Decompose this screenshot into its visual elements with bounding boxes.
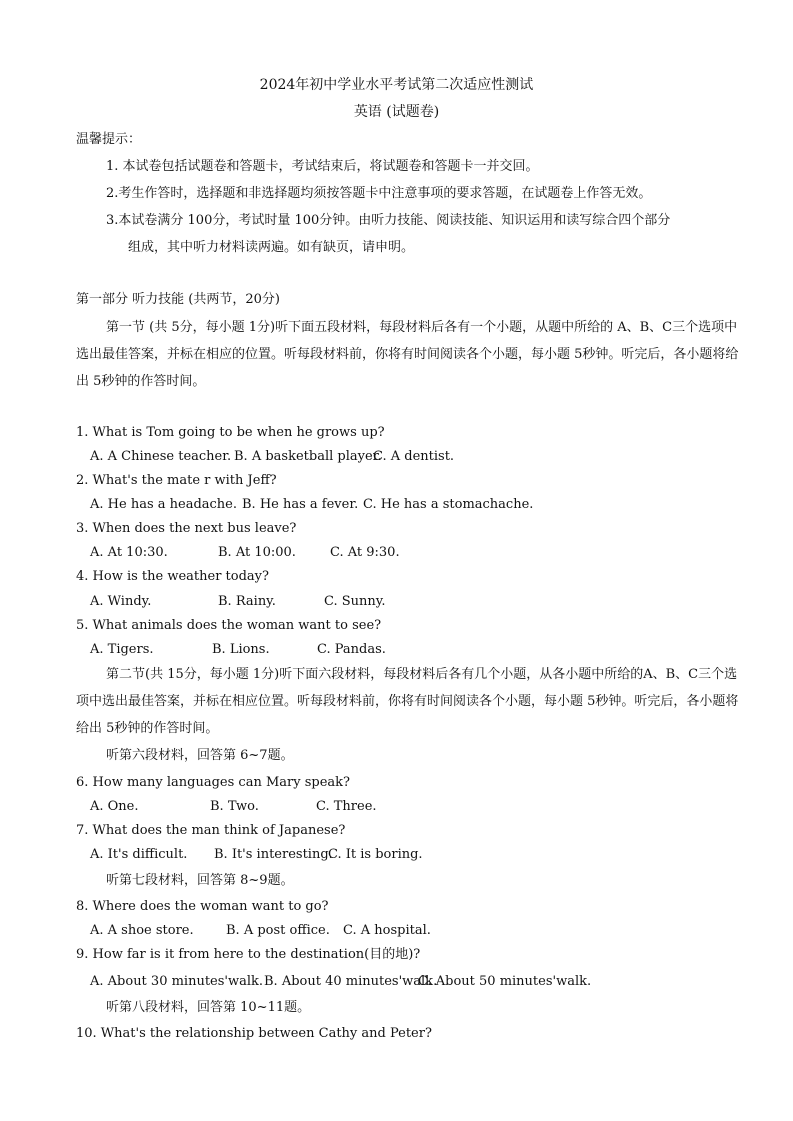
- tip-item: 1. 本试卷包括试题卷和答题卡，考试结束后，将试题卷和答题卡一并交回。: [106, 159, 539, 174]
- part-heading: 第一部分 听力技能 (共两节，20分): [76, 292, 280, 307]
- option-b: B. Two.: [210, 799, 259, 814]
- option-c: C. At 9:30.: [330, 545, 400, 560]
- listen-note: 听第六段材料，回答第 6~7题。: [106, 748, 294, 763]
- option-b: B. About 40 minutes'walk.: [264, 974, 438, 989]
- option-a: A. About 30 minutes'walk.: [90, 974, 264, 989]
- option-c: C. Pandas.: [317, 642, 386, 657]
- tip-item: 组成，其中听力材料读两遍。如有缺页，请申明。: [128, 240, 415, 255]
- tips-heading: 温馨提示：: [76, 132, 142, 147]
- option-b: B. At 10:00.: [218, 545, 296, 560]
- option-b: B. Lions.: [212, 642, 270, 657]
- question-stem: 9. How far is it from here to the destination(目的地)?: [76, 947, 421, 962]
- question-stem: 3. When does the next bus leave?: [76, 521, 297, 536]
- option-b: B. He has a fever.: [242, 497, 359, 512]
- option-b: B. A post office.: [226, 923, 330, 938]
- question-stem: 7. What does the man think of Japanese?: [76, 823, 346, 838]
- option-b: B. It's interesting.: [214, 847, 333, 862]
- exam-subtitle: 英语 (试题卷): [353, 104, 440, 120]
- question-stem: 10. What's the relationship between Cathy and Peter?: [76, 1026, 432, 1041]
- question-stem: 4. How is the weather today?: [76, 569, 269, 584]
- option-c: C. Three.: [316, 799, 377, 814]
- option-a: A. A shoe store.: [90, 923, 194, 938]
- listen-note: 听第七段材料，回答第 8~9题。: [106, 873, 294, 888]
- option-a: A. One.: [90, 799, 139, 814]
- question-stem: 5. What animals does the woman want to see?: [76, 618, 382, 633]
- question-stem: 6. How many languages can Mary speak?: [76, 775, 351, 790]
- section2-intro: 第二节(共 15分，每小题 1分)听下面六段材料，每段材料后各有几个小题，从各小题中所给的A、B、C三个选项中选出最佳答案，并标在相应位置。听每段材料前，你将有时间阅读各个小题，每小题 5秒钟。听完后，各小题将给出 5秒钟的作答时间。: [76, 667, 739, 736]
- option-c: C. It is boring.: [328, 847, 423, 862]
- option-c: C. About 50 minutes'walk.: [418, 974, 592, 989]
- question-stem: 1. What is Tom going to be when he grows up?: [76, 425, 385, 440]
- listen-note: 听第八段材料，回答第 10~11题。: [106, 1000, 311, 1015]
- option-a: A. At 10:30.: [90, 545, 168, 560]
- option-a: A. He has a headache.: [90, 497, 237, 512]
- option-b: B. A basketball player.: [234, 449, 382, 464]
- option-c: C. Sunny.: [324, 594, 386, 609]
- option-a: A. A Chinese teacher.: [90, 449, 232, 464]
- tip-item: 2.考生作答时，选择题和非选择题均须按答题卡中注意事项的要求答题，在试题卷上作答无效。: [106, 186, 652, 201]
- question-stem: 2. What's the mate r with Jeff?: [76, 473, 277, 488]
- option-a: A. It's difficult.: [90, 847, 188, 862]
- section1-intro: 第一节 (共 5分，每小题 1分)听下面五段材料，每段材料后各有一个小题，从题中所给的 A、B、C三个选项中选出最佳答案，并标在相应的位置。听每段材料前，你将有时间阅读各个小题，每小题 5秒钟。听完后，各小题将给出 5秒钟的作答时间。: [76, 320, 739, 389]
- question-stem: 8. Where does the woman want to go?: [76, 899, 329, 914]
- exam-title: 2024年初中学业水平考试第二次适应性测试: [259, 77, 534, 93]
- option-a: A. Tigers.: [90, 642, 154, 657]
- option-c: C. A hospital.: [343, 923, 431, 938]
- tip-item: 3.本试卷满分 100分，考试时量 100分钟。由听力技能、阅读技能、知识运用和读写综合四个部分: [106, 213, 671, 228]
- option-a: A. Windy.: [90, 594, 152, 609]
- option-c: C. A dentist.: [373, 449, 455, 464]
- option-c: C. He has a stomachache.: [363, 497, 534, 512]
- option-b: B. Rainy.: [218, 594, 276, 609]
